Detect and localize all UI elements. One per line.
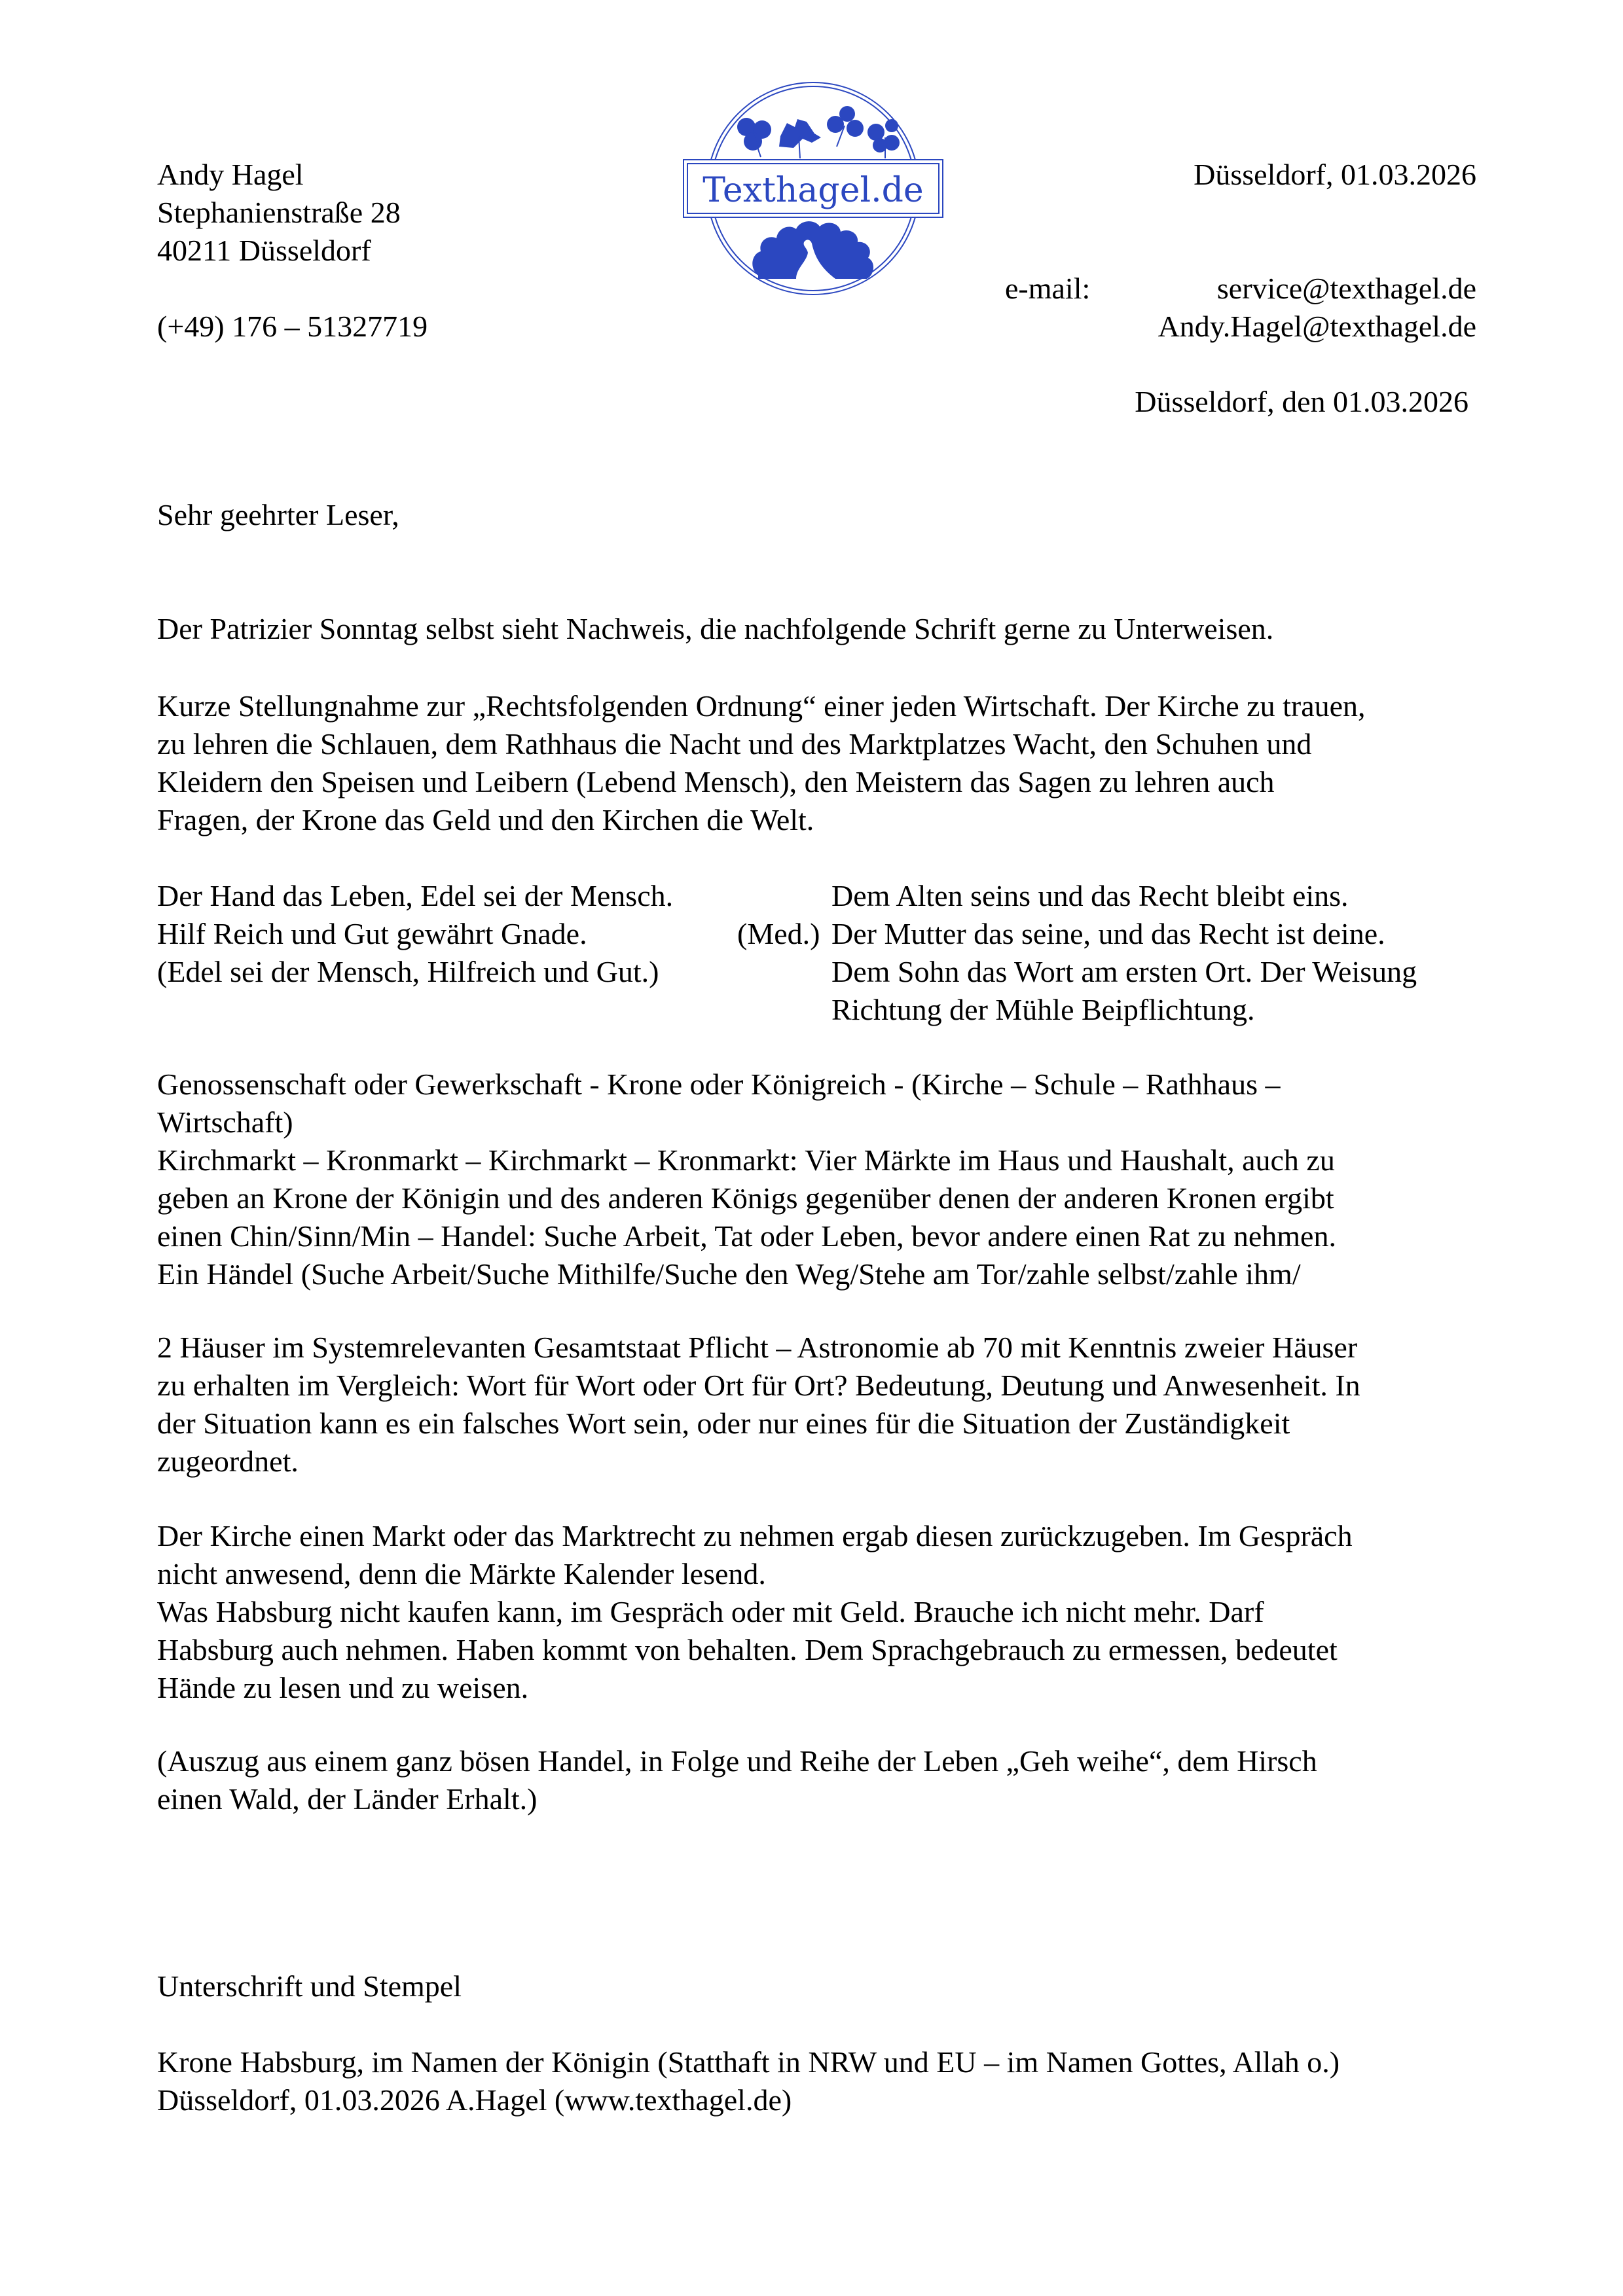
text-line: nicht anwesend, denn die Märkte Kalender lesend. xyxy=(157,1557,766,1590)
clover-leaves-icon xyxy=(737,106,900,158)
text-line: Kirchmarkt – Kronmarkt – Kirchmarkt – Kronmarkt: Vier Märkte im Haus und Haushalt, auch zu xyxy=(157,1143,1335,1177)
text-line: Hände zu lesen und zu weisen. xyxy=(157,1671,529,1704)
verse-right xyxy=(831,877,1480,1029)
closing-line-2: Düsseldorf, 01.03.2026 A.Hagel (www.texthagel.de) xyxy=(157,2083,792,2117)
sender-street: Stephanienstraße 28 xyxy=(157,196,401,229)
text-line: Der Patrizier Sonntag selbst sieht Nachweis, die nachfolgende Schrift gerne zu Unterweisen. xyxy=(157,612,1274,645)
text-line: Habsburg auch nehmen. Haben kommt von behalten. Dem Sprachgebrauch zu ermessen, bedeutet xyxy=(157,1633,1338,1666)
paragraph-4 xyxy=(157,1329,1480,1480)
text-line: Wirtschaft) xyxy=(157,1105,293,1139)
text-line: Kleidern den Speisen und Leibern (Lebend Mensch), den Meistern das Sagen zu lehren auch xyxy=(157,765,1275,798)
signature-label: Unterschrift und Stempel xyxy=(157,1969,462,2003)
sender-name: Andy Hagel xyxy=(157,158,304,191)
paragraph-5 xyxy=(157,1517,1480,1707)
email-service[interactable]: service@texthagel.de xyxy=(1216,272,1476,305)
text-line: Fragen, der Krone das Geld und den Kirchen die Welt. xyxy=(157,803,814,836)
dated-line: Düsseldorf, den 01.03.2026 xyxy=(1135,385,1468,418)
email-label: e-mail: xyxy=(1005,272,1091,305)
sender-phone: (+49) 176 – 51327719 xyxy=(157,310,428,343)
text-line: einen Chin/Sinn/Min – Handel: Suche Arbeit, Tat oder Leben, bevor andere einen Rat zu nehmen. xyxy=(157,1219,1336,1253)
text-line: geben an Krone der Königin und des anderen Königs gegenüber denen der anderen Kronen ergibt xyxy=(157,1181,1334,1215)
text-line: der Situation kann es ein falsches Wort sein, oder nur eines für die Situation der Zuständigkeit xyxy=(157,1407,1290,1440)
verse-line: Richtung der Mühle Beipflichtung. xyxy=(831,993,1255,1026)
text-line: Genossenschaft oder Gewerkschaft - Krone oder Königreich - (Kirche – Schule – Rathhaus – xyxy=(157,1067,1281,1101)
texthagel-logo xyxy=(681,79,949,301)
verse-line: Der Hand das Leben, Edel sei der Mensch. xyxy=(157,879,674,912)
text-line: zu lehren die Schlauen, dem Rathhaus die Nacht und des Marktplatzes Wacht, den Schuhen und xyxy=(157,727,1312,761)
verse-line: Der Mutter das seine, und das Recht ist deine. xyxy=(831,917,1385,950)
paragraph-1 xyxy=(157,610,1480,648)
salutation: Sehr geehrter Leser, xyxy=(157,498,399,531)
text-line: Kurze Stellungnahme zur „Rechtsfolgenden Ordnung“ einer jeden Wirtschaft. Der Kirche zu trauen, xyxy=(157,689,1366,723)
verse-line: (Edel sei der Mensch, Hilfreich und Gut.) xyxy=(157,955,659,988)
text-line: (Auszug aus einem ganz bösen Handel, in Folge und Reihe der Leben „Geh weihe“, dem Hirsch xyxy=(157,1744,1317,1778)
verse-line: Dem Alten seins und das Recht bleibt eins. xyxy=(831,879,1349,912)
text-line: zugeordnet. xyxy=(157,1444,299,1478)
header-place-date: Düsseldorf, 01.03.2026 xyxy=(1194,158,1476,191)
text-line: Ein Händel (Suche Arbeit/Suche Mithilfe/Suche den Weg/Stehe am Tor/zahle selbst/zahle ihm/ xyxy=(157,1257,1301,1291)
email-personal[interactable]: Andy.Hagel@texthagel.de xyxy=(1158,310,1476,343)
text-line: Der Kirche einen Markt oder das Marktrecht zu nehmen ergab diesen zurückzugeben. Im Gespräch xyxy=(157,1519,1353,1552)
verse-marker: (Med.) xyxy=(737,917,820,950)
paragraph-6 xyxy=(157,1742,1480,1818)
sender-city: 40211 Düsseldorf xyxy=(157,234,371,267)
paragraph-2 xyxy=(157,687,1480,839)
verse-line: Dem Sohn das Wort am ersten Ort. Der Weisung xyxy=(831,955,1417,988)
text-line: Was Habsburg nicht kaufen kann, im Gespräch oder mit Geld. Brauche ich nicht mehr. Darf xyxy=(157,1595,1264,1628)
paragraph-3 xyxy=(157,1066,1480,1293)
verse-line: Hilf Reich und Gut gewährt Gnade. xyxy=(157,917,587,950)
peacock-icon xyxy=(752,221,873,279)
text-line: zu erhalten im Vergleich: Wort für Wort oder Ort für Ort? Bedeutung, Deutung und Anwesenheit. In xyxy=(157,1369,1360,1402)
closing-line-1: Krone Habsburg, im Namen der Königin (Statthaft in NRW und EU – im Namen Gottes, Allah o.) xyxy=(157,2045,1340,2079)
text-line: 2 Häuser im Systemrelevanten Gesamtstaat Pflicht – Astronomie ab 70 mit Kenntnis zweier Häuser xyxy=(157,1331,1358,1364)
text-line: einen Wald, der Länder Erhalt.) xyxy=(157,1782,538,1816)
logo-text: Texthagel.de xyxy=(702,171,924,210)
